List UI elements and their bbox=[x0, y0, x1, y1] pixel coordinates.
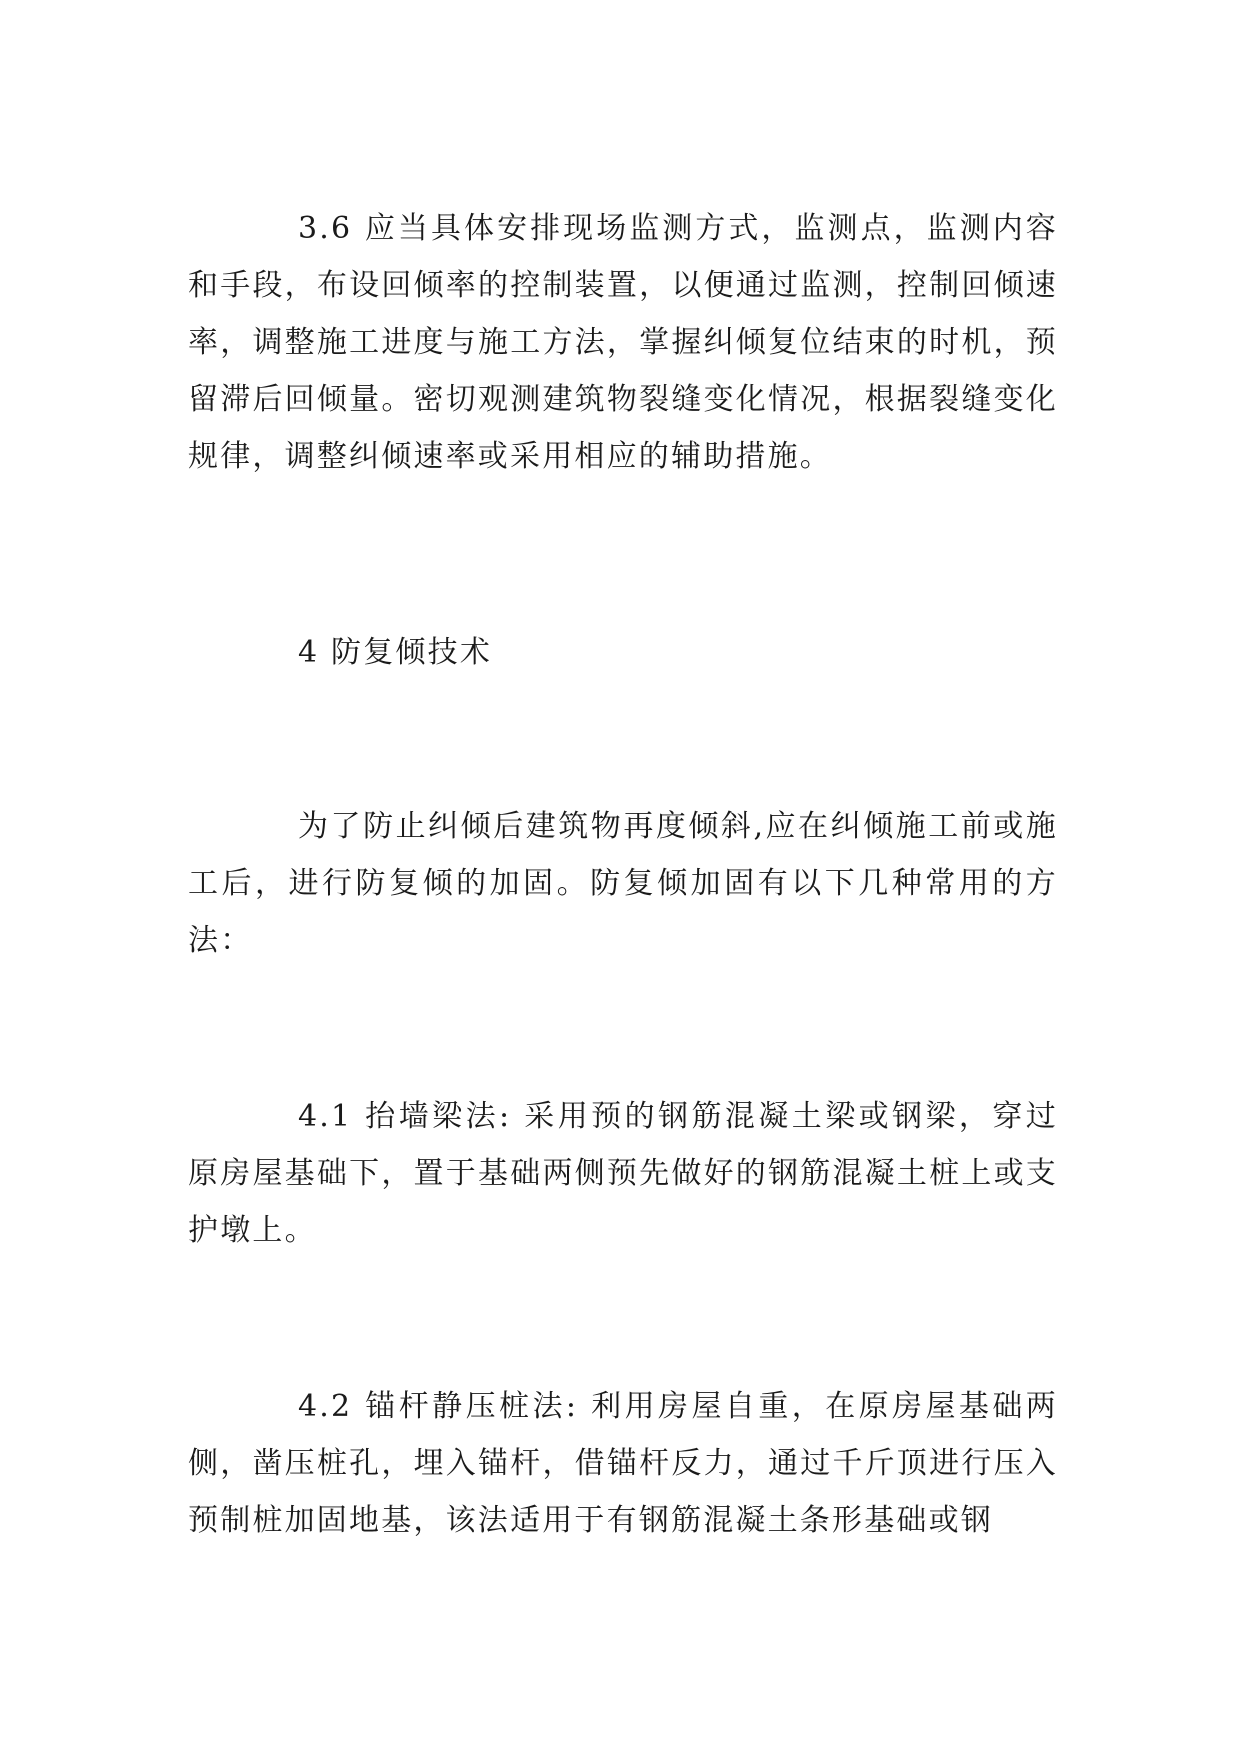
paragraph-4-intro: 为了防止纠倾后建筑物再度倾斜,应在纠倾施工前或施工后，进行防复倾的加固。防复倾加固有以下几种常用的方法： bbox=[188, 809, 1058, 958]
section-heading-4: 4 防复倾技术 bbox=[298, 635, 493, 670]
paragraph-4-2: 4.2 锚杆静压桩法: 利用房屋自重，在原房屋基础两侧，凿压桩孔，埋入锚杆，借锚杆反力，通过千斤顶进行压入预制桩加固地基，该法适用于有钢筋混凝土条形基础或钢 bbox=[188, 1389, 1058, 1538]
paragraph-3-6: 3.6 应当具体安排现场监测方式，监测点，监测内容和手段，布设回倾率的控制装置，以便通过监测，控制回倾速率，调整施工进度与施工方法，掌握纠倾复位结束的时机，预留滞后回倾量。密切观测建筑物裂缝变化情况，根据裂缝变化规律，调整纠倾速率或采用相应的辅助措施。 bbox=[188, 211, 1058, 474]
paragraph-4-1: 4.1 抬墙梁法: 采用预的钢筋混凝土梁或钢梁，穿过原房屋基础下，置于基础两侧预先做好的钢筋混凝土桩上或支护墩上。 bbox=[188, 1099, 1058, 1248]
